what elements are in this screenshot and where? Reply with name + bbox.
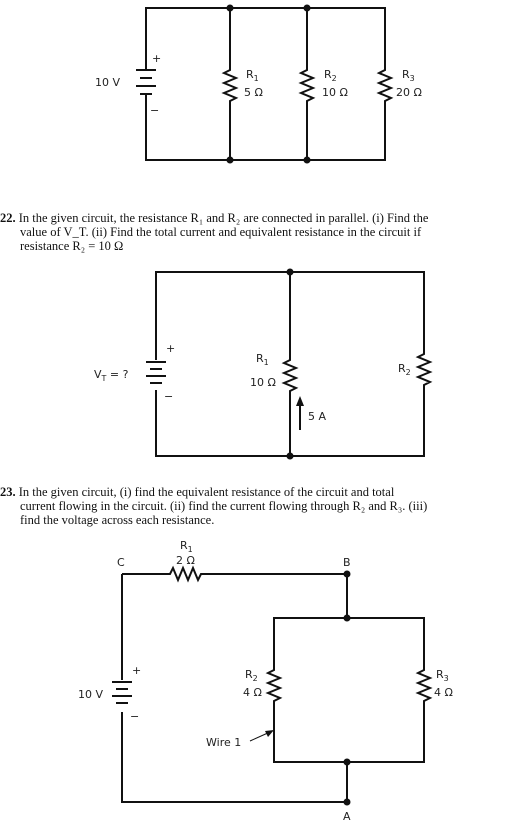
circuit-1-r2-value: 10 Ω (322, 86, 348, 99)
circuit-3-minus-sign: − (130, 710, 140, 723)
circuit-3-node-b-dot (344, 571, 351, 578)
circuit-2-plus-sign: + (166, 342, 176, 355)
circuit-1-minus-sign: − (150, 104, 160, 117)
circuit-3-r1-value: 2 Ω (176, 554, 195, 567)
circuit-2 (94, 269, 432, 460)
circuit-1-r2-label: $R_2$ (324, 68, 337, 83)
circuit-1-wire-loop (146, 8, 385, 160)
circuit-3-wire-label: Wire 1 (206, 736, 242, 749)
circuit-3-plus-sign: + (132, 664, 142, 677)
circuit-3-wire-outer (122, 574, 347, 802)
circuit-1-plus-sign: + (152, 52, 162, 65)
circuit-2-r1-value: 10 Ω (250, 376, 276, 389)
circuit-3-node-b: B (343, 556, 351, 569)
circuit-1 (95, 5, 422, 164)
circuit-1-r1-value: 5 Ω (244, 86, 263, 99)
circuit-3-r3-label: $R_3$ (436, 668, 449, 683)
question-22-line-1: In the given circuit, the resistance R₁ and R₂ are connected in parallel. (i) Find the (18, 211, 429, 225)
circuit-3-r2-label: $R_2$ (245, 668, 258, 683)
circuit-2-battery (146, 360, 168, 390)
circuit-3 (78, 539, 453, 823)
circuit-3-parallel-loop (274, 618, 424, 762)
circuit-1-battery-voltage: 10 V (95, 76, 121, 89)
circuit-2-r1-label: $R_1$ (256, 352, 269, 367)
circuit-2-current-value: 5 A (308, 410, 327, 423)
circuit-3-r3-value: 4 Ω (434, 686, 453, 699)
circuit-2-r2-label: $R_2$ (398, 362, 411, 377)
circuit-1-r3-label: $R_3$ (402, 68, 415, 83)
circuit-3-wire-top (122, 574, 347, 618)
circuit-2-minus-sign: − (164, 390, 174, 403)
question-22-number: 22. (0, 211, 16, 225)
question-23-line-3: find the voltage across each resistance. (20, 513, 215, 527)
circuit-3-r2-value: 4 Ω (243, 686, 262, 699)
circuit-3-node-c: C (117, 556, 125, 569)
question-22-line-2: value of V_T. (ii) Find the total current and equivalent resistance in the circuit if (20, 225, 422, 239)
question-23-line-2: current flowing in the circuit. (ii) find the current flowing through R₂ and R₃. (iii) (20, 499, 428, 513)
circuit-3-node-a-dot (344, 799, 351, 806)
circuit-1-r3-value: 20 Ω (396, 86, 422, 99)
circuit-3-node-a: A (343, 810, 351, 823)
question-22 (0, 211, 526, 253)
circuit-3-battery-voltage: 10 V (78, 688, 104, 701)
circuit-3-r1-label: $R_1$ (180, 539, 193, 554)
circuit-1-r1-label: $R_1$ (246, 68, 259, 83)
question-22-line-3: resistance R₂ = 10 Ω (20, 239, 124, 253)
circuit-3-battery (112, 680, 134, 712)
question-23-line-1: In the given circuit, (i) find the equivalent resistance of the circuit and total (18, 485, 395, 499)
question-23 (0, 485, 526, 527)
question-23-number: 23. (0, 485, 16, 499)
circuit-2-source-label: $V_T$ = ? (94, 368, 129, 383)
